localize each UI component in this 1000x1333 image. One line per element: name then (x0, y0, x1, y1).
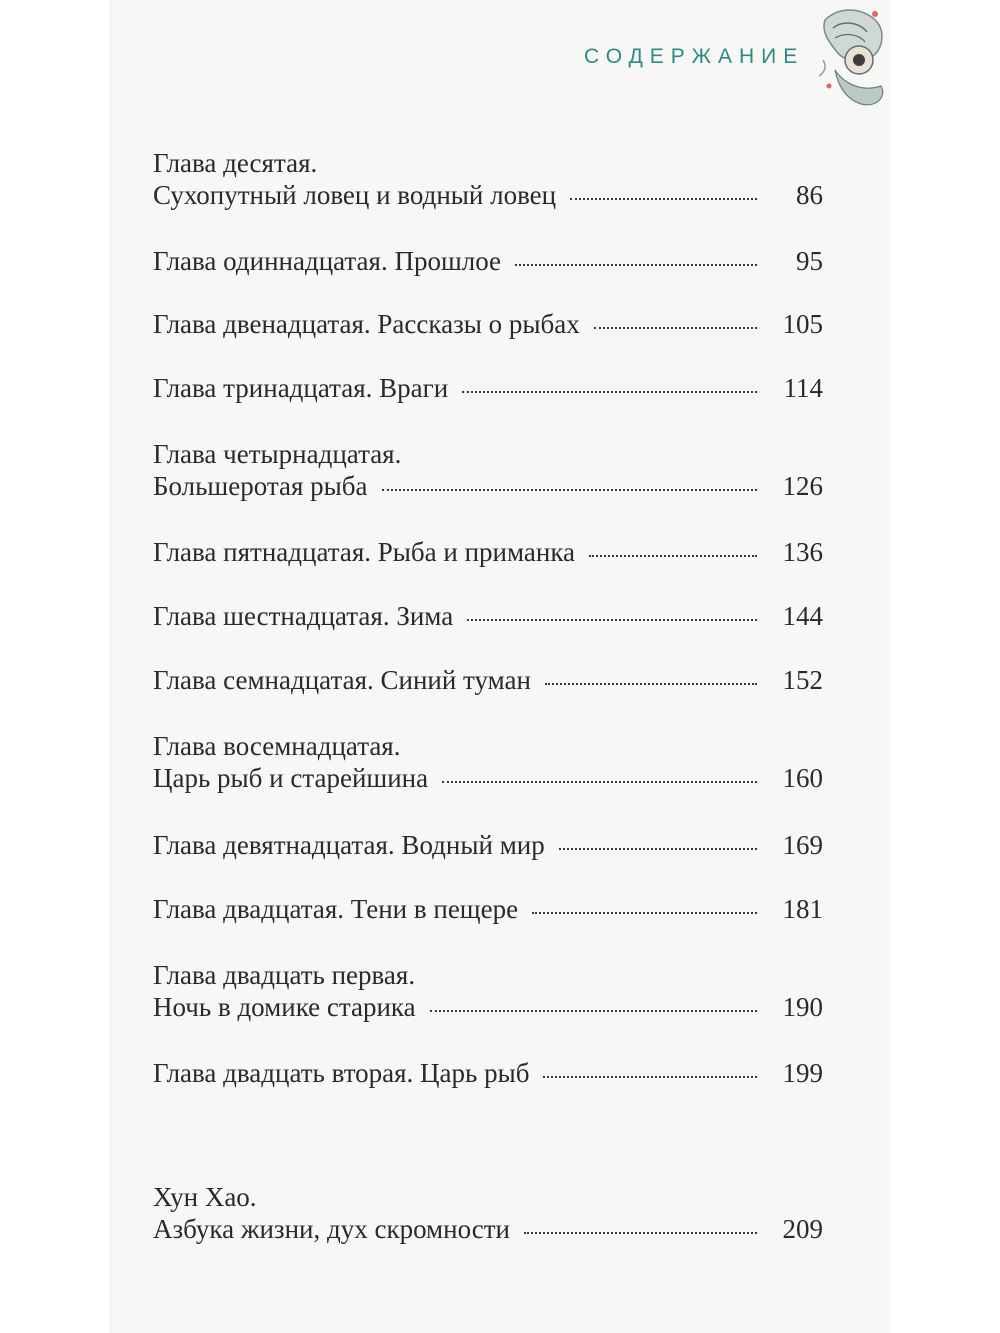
dot-leader (462, 389, 757, 393)
toc-page-number: 105 (782, 309, 823, 339)
toc-page-number: 199 (782, 1058, 823, 1088)
toc-entry-title: Глава семнадцатая. Синий туман (153, 665, 531, 695)
toc-page-number: 160 (782, 763, 823, 793)
toc-entry-title: Глава одиннадцатая. Прошлое (153, 246, 502, 276)
toc-entry[interactable] (153, 536, 823, 568)
toc-entry-title: Глава двадцатая. Тени в пещере (153, 894, 519, 924)
toc-entry-title: Азбука жизни, дух скромности (153, 1214, 510, 1244)
toc-entry[interactable] (153, 1181, 823, 1245)
dot-leader (515, 262, 757, 266)
dot-leader (545, 681, 757, 685)
dot-leader (543, 1074, 757, 1078)
dot-leader (382, 487, 758, 491)
toc-entry[interactable] (153, 730, 823, 794)
toc-entry-heading: Глава десятая. (153, 148, 318, 178)
toc-entry[interactable] (153, 147, 823, 211)
toc-page-number: 169 (782, 830, 823, 860)
toc-entry[interactable] (153, 245, 823, 277)
dot-leader (467, 617, 757, 621)
dot-leader (442, 779, 757, 783)
toc-page-number: 95 (796, 246, 823, 276)
toc-entry[interactable] (153, 829, 823, 861)
dot-leader (430, 1008, 757, 1012)
toc-entry[interactable] (153, 600, 823, 632)
toc-entry[interactable] (153, 308, 823, 340)
toc-page-number: 209 (782, 1214, 823, 1244)
dot-leader (559, 846, 757, 850)
dot-leader (570, 196, 757, 200)
toc-entry-title: Ночь в домике старика (153, 992, 416, 1022)
toc-page-number: 144 (782, 601, 823, 631)
toc-entry-heading: Хун Хао. (153, 1182, 257, 1212)
toc-entry[interactable] (153, 893, 823, 925)
toc-entry[interactable] (153, 372, 823, 404)
toc-entry-title: Глава тринадцатая. Враги (153, 373, 449, 403)
toc-entry-heading: Глава восемнадцатая. (153, 731, 401, 761)
toc-page-number: 136 (782, 537, 823, 567)
toc-entry[interactable] (153, 959, 823, 1023)
dot-leader (524, 1230, 757, 1234)
toc-entry-title: Глава двенадцатая. Рассказы о рыбах (153, 309, 580, 339)
toc-page-number: 152 (782, 665, 823, 695)
toc-page-number: 190 (782, 992, 823, 1022)
fish-ornament-icon (815, 0, 890, 115)
toc-entry-heading: Глава двадцать первая. (153, 960, 416, 990)
toc-entry-title: Царь рыб и старейшина (153, 763, 429, 793)
toc-entry[interactable] (153, 664, 823, 696)
toc-entry-heading: Глава четырнадцатая. (153, 439, 402, 469)
toc-entry-title: Глава шестнадцатая. Зима (153, 601, 454, 631)
toc-entry[interactable] (153, 438, 823, 502)
dot-leader (532, 910, 757, 914)
section-header: СОДЕРЖАНИЕ (584, 45, 805, 68)
toc-entry-title: Глава девятнадцатая. Водный мир (153, 830, 545, 860)
dot-leader (594, 325, 757, 329)
toc-page-number: 114 (783, 373, 823, 403)
toc-page-number: 181 (782, 894, 823, 924)
toc-entry-title: Большеротая рыба (153, 471, 368, 501)
dot-leader (589, 553, 757, 557)
toc-entry-title: Сухопутный ловец и водный ловец (153, 180, 557, 210)
toc-page-number: 86 (796, 180, 823, 210)
toc-page-number: 126 (782, 471, 823, 501)
toc-entry[interactable] (153, 1057, 823, 1089)
toc-entry-title: Глава двадцать вторая. Царь рыб (153, 1058, 530, 1088)
toc-entry-title: Глава пятнадцатая. Рыба и приманка (153, 537, 576, 567)
